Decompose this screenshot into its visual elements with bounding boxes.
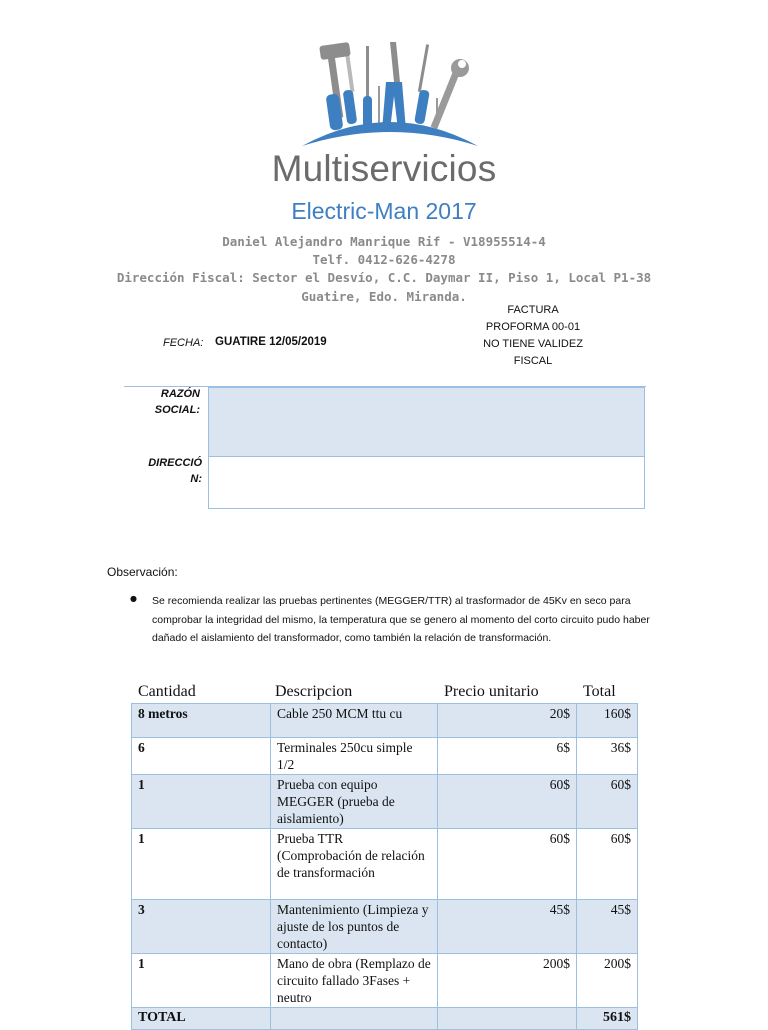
bullet-icon: ● [130, 594, 137, 603]
proforma-line-4: FISCAL [513, 355, 553, 367]
cell-cantidad: 6 [132, 738, 271, 775]
total-value: 561$ [577, 1008, 638, 1030]
cell-cantidad: 8 metros [132, 704, 271, 738]
table-row [132, 954, 638, 1008]
observacion-title: Observación: [107, 565, 178, 579]
cell-precio: 200$ [438, 954, 577, 1008]
cell-cantidad: 1 [132, 775, 271, 829]
direccion-label [124, 455, 202, 487]
table-row [132, 738, 638, 775]
direccion-label-line-1: DIRECCIÓ [148, 457, 202, 469]
company-logo-tools-icon [290, 38, 490, 150]
cell-descripcion: Mano de obra (Remplazo de circuito fallado 3Fases + neutro [271, 954, 438, 1008]
cell-descripcion: Cable 250 MCM ttu cu [271, 704, 438, 738]
razon-social-label [124, 386, 200, 418]
cell-descripcion: Terminales 250cu simple 1/2 [271, 738, 438, 775]
cell-precio: 45$ [438, 900, 577, 954]
proforma-line-2: PROFORMA 00-01 [485, 321, 581, 333]
col-header-total: Total [583, 683, 616, 700]
cell-precio: 60$ [438, 829, 577, 900]
razon-social-label-line-2: SOCIAL: [154, 404, 200, 416]
direccion-label-line-2: N: [190, 473, 202, 485]
cell-total: 160$ [577, 704, 638, 738]
table-total-row [132, 1008, 638, 1030]
cell-total: 36$ [577, 738, 638, 775]
cell-cantidad: 3 [132, 900, 271, 954]
cell-precio: 6$ [438, 738, 577, 775]
razon-social-field[interactable] [208, 387, 645, 457]
razon-social-label-line-1: RAZÓN [160, 388, 200, 400]
cell-descripcion: Prueba con equipo MEGGER (prueba de aislamiento) [271, 775, 438, 829]
cell-precio: 20$ [438, 704, 577, 738]
table-row [132, 704, 638, 738]
proforma-notice [470, 302, 596, 370]
fecha-label: FECHA: [163, 337, 204, 349]
cell-total: 45$ [577, 900, 638, 954]
observacion-text: Se recomienda realizar las pruebas pertinentes (MEGGER/TTR) al trasformador de 45Kv en seco para comprobar la integridad del mismo, la temperatura que se genero al momento del corto circuito pudo haber dañado el aislamiento del transformador, como también la relación de transformación. [152, 595, 650, 644]
cell-total: 60$ [577, 829, 638, 900]
cell-descripcion: Mantenimiento (Limpieza y ajuste de los puntos de contacto) [271, 900, 438, 954]
cell-descripcion: Prueba TTR (Comprobación de relación de transformación [271, 829, 438, 900]
col-header-descripcion: Descripcion [275, 683, 353, 700]
header-city-line: Guatire, Edo. Miranda. [301, 289, 467, 304]
items-table [131, 703, 638, 1030]
proforma-line-3: NO TIENE VALIDEZ [483, 338, 583, 350]
cell-cantidad: 1 [132, 829, 271, 900]
total-label: TOTAL [132, 1008, 271, 1030]
header-address-line: Dirección Fiscal: Sector el Desvío, C.C. Daymar II, Piso 1, Local P1-38 [116, 270, 652, 285]
col-header-cantidad: Cantidad [138, 683, 196, 700]
total-empty-cell [438, 1008, 577, 1030]
cell-cantidad: 1 [132, 954, 271, 1008]
cell-precio: 60$ [438, 775, 577, 829]
brand-subtitle: Electric-Man 2017 [291, 198, 477, 224]
header-owner-line: Daniel Alejandro Manrique Rif - V18955514-4 [222, 234, 546, 249]
table-row [132, 900, 638, 954]
brand-name: Multiservicios [271, 148, 497, 189]
fecha-value: GUATIRE 12/05/2019 [215, 336, 327, 348]
direccion-field[interactable] [208, 456, 645, 509]
cell-total: 60$ [577, 775, 638, 829]
col-header-precio: Precio unitario [444, 683, 539, 700]
table-row [132, 829, 638, 900]
proforma-line-1: FACTURA [507, 304, 559, 316]
header-phone-line: Telf. 0412-626-4278 [312, 252, 456, 267]
cell-total: 200$ [577, 954, 638, 1008]
total-empty-cell [271, 1008, 438, 1030]
table-row [132, 775, 638, 829]
